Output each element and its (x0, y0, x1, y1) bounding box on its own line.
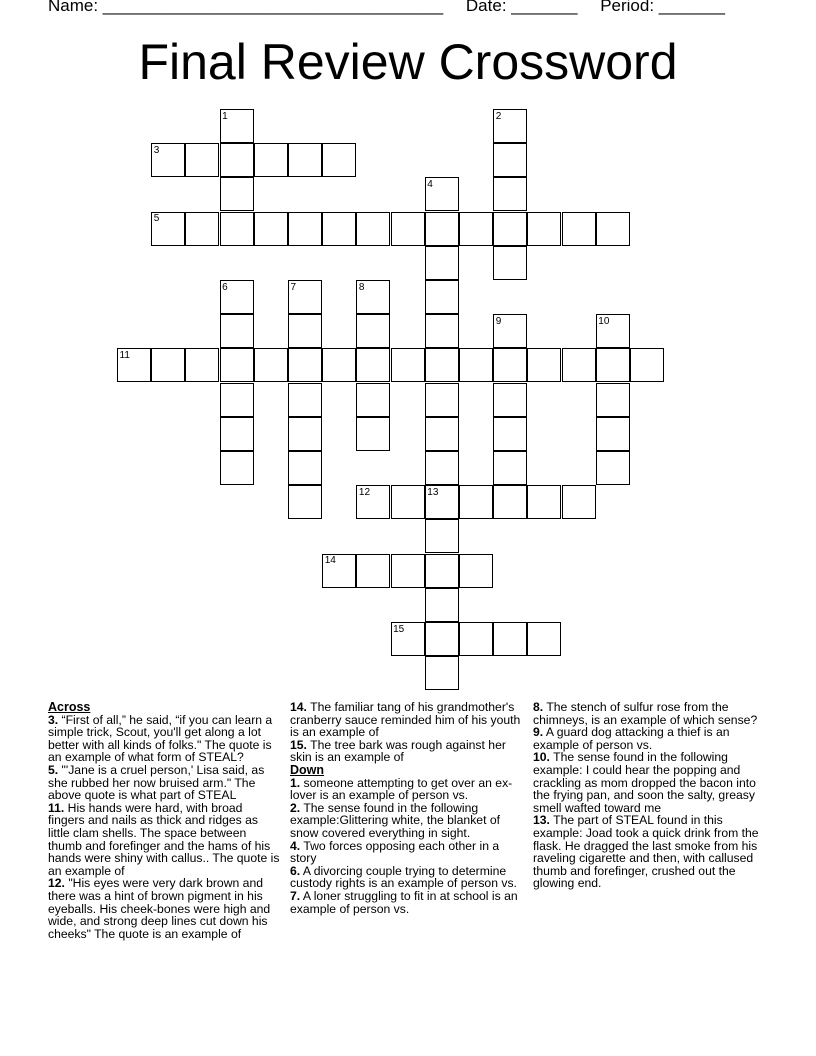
grid-cell[interactable] (288, 383, 322, 417)
grid-cell[interactable] (562, 212, 596, 246)
grid-cell[interactable] (391, 212, 425, 246)
grid-cell[interactable] (425, 280, 459, 314)
grid-cell[interactable] (459, 212, 493, 246)
grid-cell[interactable] (322, 348, 356, 382)
grid-cell[interactable] (288, 143, 322, 177)
clue-number: 6 (222, 281, 228, 293)
grid-cell[interactable] (425, 656, 459, 690)
grid-cell[interactable] (254, 143, 288, 177)
grid-cell[interactable] (493, 143, 527, 177)
clue-down-6: 6. A divorcing couple trying to determine custody rights is an example of person vs. (290, 863, 517, 891)
clue-number: 4 (427, 178, 433, 190)
grid-cell[interactable] (185, 212, 219, 246)
clue-down-10: 10. The sense found in the following example: I could hear the popping and crackling as mom dropped the bacon into the frying pan, and soon the salty, greasy smell wafted toward me (533, 750, 756, 815)
grid-cell[interactable] (596, 348, 630, 382)
date-line[interactable]: Date: _______ (465, 0, 578, 15)
grid-cell[interactable] (288, 314, 322, 348)
clue-number: 8 (358, 281, 365, 293)
grid-cell[interactable] (493, 417, 527, 451)
clue-number: 15 (393, 623, 405, 635)
page-title: Final Review Crossword (138, 34, 678, 90)
clue-down-2: 2. The sense found in the following example:Glittering white, the blanket of snow covered everything in sight. (290, 800, 501, 840)
grid-cell[interactable] (527, 212, 561, 246)
grid-cell[interactable] (493, 348, 527, 382)
grid-cell[interactable] (151, 348, 185, 382)
grid-cell[interactable] (254, 348, 288, 382)
grid-cell[interactable] (356, 348, 390, 382)
clues-column-1 (48, 701, 282, 940)
grid-cell[interactable] (185, 348, 219, 382)
clue-across-3: 3. “First of all,” he said, “if you can learn a simple trick, Scout, you'll get along a lot better with all kinds of folks." The quote is an example of what form of STEAL? (48, 712, 273, 765)
grid-cell[interactable] (459, 485, 493, 519)
grid-cell[interactable] (356, 314, 390, 348)
clue-number: 5 (153, 213, 160, 225)
clue-number: 14 (324, 555, 336, 567)
clue-number: 2 (495, 110, 502, 122)
grid-cell[interactable] (288, 417, 322, 451)
clue-across-14: 14. The familiar tang of his grandmother's cranberry sauce reminded him of his youth is an example of (290, 700, 521, 740)
grid-cell[interactable] (527, 485, 561, 519)
clue-down-7: 7. A loner struggling to fit in at school is an example of person vs. (290, 888, 518, 916)
grid-cell[interactable] (425, 383, 459, 417)
clue-across-15: 15. The tree bark was rough against her skin is an example of (290, 737, 506, 765)
grid-cell[interactable] (493, 246, 527, 280)
grid-cell[interactable] (220, 417, 254, 451)
grid-cell[interactable] (425, 348, 459, 382)
clue-across-12: 12. "His eyes were very dark brown and there was a hint of brown pigment in his eyeballs. His cheek-bones were high and wide, and strong deep lines cut down his cheeks" The quote is an example of (48, 876, 271, 941)
grid-cell[interactable] (356, 417, 390, 451)
name-line[interactable]: Name: ____________________________________ (48, 0, 444, 15)
clue-number: 1 (222, 110, 228, 122)
grid-cell[interactable] (527, 622, 561, 656)
clues-column-3 (533, 701, 771, 890)
clues-column-2 (290, 701, 526, 915)
grid-cell[interactable] (596, 383, 630, 417)
grid-cell[interactable] (220, 383, 254, 417)
grid-cell[interactable] (391, 348, 425, 382)
grid-cell[interactable] (562, 348, 596, 382)
grid-cell[interactable] (220, 177, 254, 211)
clue-number: 10 (598, 315, 610, 327)
grid-cell[interactable] (220, 314, 254, 348)
grid-cell[interactable] (425, 588, 459, 622)
grid-cell[interactable] (425, 519, 459, 553)
clue-number: 9 (495, 315, 502, 327)
grid-cell[interactable] (425, 246, 459, 280)
clue-across-5: 5. "'Jane is a cruel person,' Lisa said, as she rubbed her now bruised arm." The above quote is what part of STEAL (48, 762, 265, 803)
grid-cell[interactable] (425, 417, 459, 451)
clue-number: 13 (427, 486, 439, 498)
clue-down-1: 1. someone attempting to get over an ex-lover is an example of person vs. (290, 775, 513, 803)
grid-cell[interactable] (425, 212, 459, 246)
grid-cell[interactable] (288, 485, 322, 519)
grid-cell[interactable] (493, 383, 527, 417)
grid-cell[interactable] (288, 212, 322, 246)
grid-cell[interactable] (493, 451, 527, 485)
grid-cell[interactable] (322, 143, 356, 177)
grid-cell[interactable] (391, 554, 425, 588)
grid-cell[interactable] (254, 212, 288, 246)
grid-cell[interactable] (425, 554, 459, 588)
period-line[interactable]: Period: _______ (600, 0, 725, 15)
grid-cell[interactable] (425, 622, 459, 656)
grid-cell[interactable] (356, 212, 390, 246)
grid-cell[interactable] (220, 143, 254, 177)
grid-cell[interactable] (356, 383, 390, 417)
clue-down-8: 8. The stench of sulfur rose from the chimneys, is an example of which sense? (533, 700, 758, 727)
grid-cell[interactable] (391, 485, 425, 519)
across-heading: Across (48, 700, 91, 714)
grid-cell[interactable] (288, 348, 322, 382)
grid-cell[interactable] (527, 348, 561, 382)
grid-cell[interactable] (596, 212, 630, 246)
grid-cell[interactable] (596, 451, 630, 485)
clue-number: 3 (153, 144, 160, 156)
clue-number: 11 (119, 349, 130, 361)
grid-cell[interactable] (459, 554, 493, 588)
clue-down-9: 9. A guard dog attacking a thief is an example of person vs. (533, 725, 730, 752)
clue-down-4: 4. Two forces opposing each other in a story (290, 838, 500, 866)
grid-cell[interactable] (425, 314, 459, 348)
grid-cell[interactable] (630, 348, 664, 382)
grid-cell[interactable] (220, 348, 254, 382)
grid-cell[interactable] (220, 451, 254, 485)
grid-cell[interactable] (459, 622, 493, 656)
grid-cell[interactable] (425, 451, 459, 485)
grid-cell[interactable] (288, 451, 322, 485)
grid-cell[interactable] (596, 417, 630, 451)
grid-cell[interactable] (562, 485, 596, 519)
grid-cell[interactable] (459, 348, 493, 382)
grid-cell[interactable] (493, 622, 527, 656)
down-heading: Down (290, 762, 325, 777)
clue-number: 12 (358, 486, 371, 498)
grid-cell[interactable] (220, 212, 254, 246)
clue-down-13: 13. The part of STEAL found in this example: Joad took a quick drink from the flask. He dragged the last smoke from his raveling cigarette and then, with callused thumb and forefinger, crushed out the glowing end. (533, 813, 759, 891)
grid-cell[interactable] (493, 212, 527, 246)
clue-across-11: 11. His hands were hard, with broad fingers and nails as thick and ridges as little clam shells. The space between thumb and forefinger and the hams of his hands were shiny with callus.. The quote is an example of (48, 800, 280, 878)
grid-cell[interactable] (185, 143, 219, 177)
clue-number: 7 (290, 281, 297, 293)
grid-cell[interactable] (493, 485, 527, 519)
grid-cell[interactable] (356, 554, 390, 588)
grid-cell[interactable] (493, 177, 527, 211)
grid-cell[interactable] (322, 212, 356, 246)
